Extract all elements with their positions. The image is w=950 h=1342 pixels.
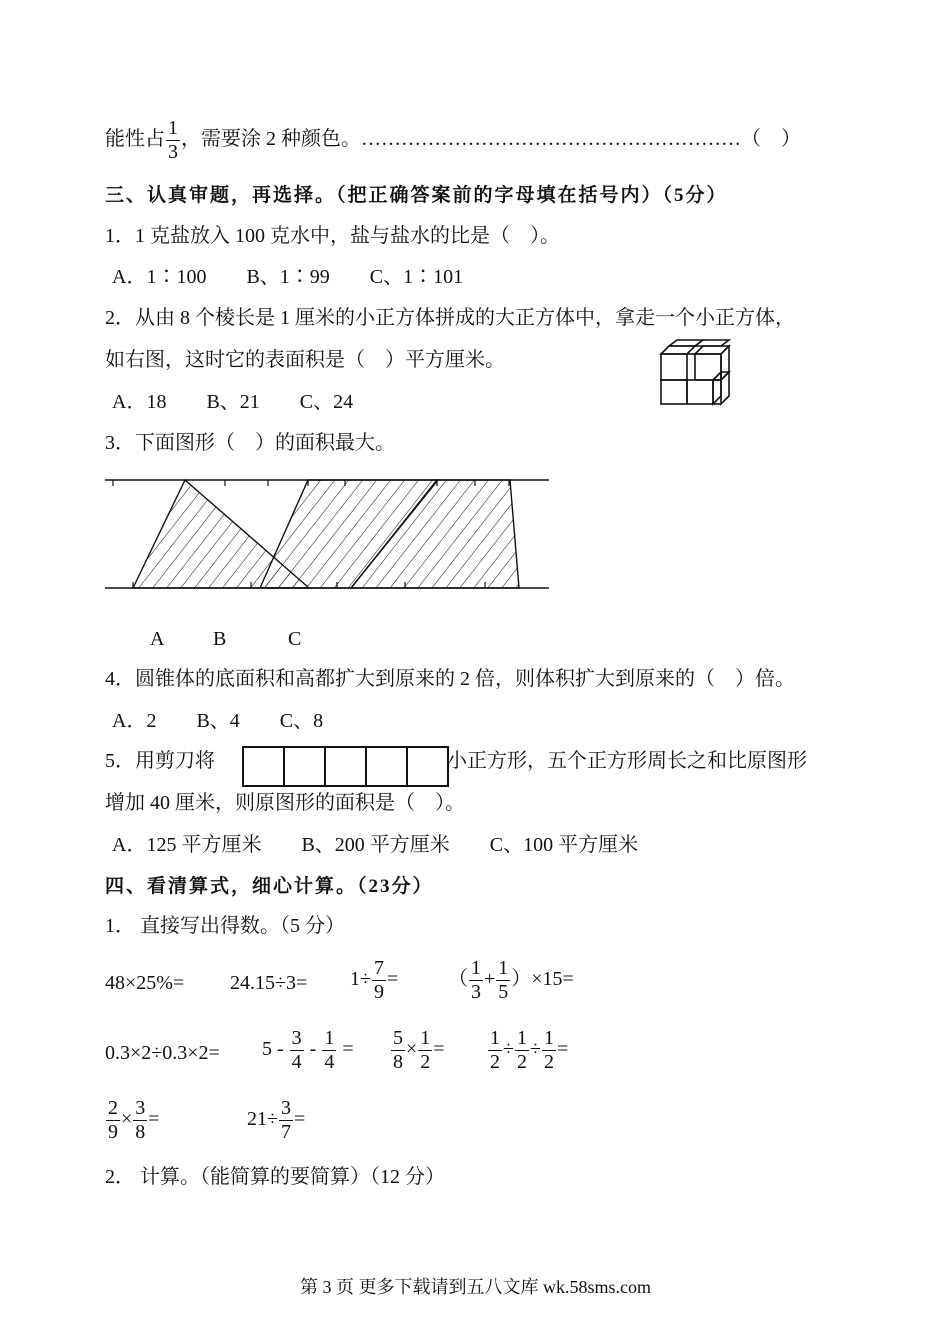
q3-label-a: A [150, 628, 165, 650]
numerator: 1 [543, 1027, 554, 1049]
denominator: 2 [420, 1051, 431, 1073]
denominator: 7 [280, 1121, 291, 1143]
text: = [293, 1108, 306, 1131]
top-line [105, 118, 801, 163]
text: 5 - [262, 1038, 284, 1061]
q3-text: 3．下面图形（ ）的面积最大。 [105, 432, 395, 454]
fraction [372, 958, 386, 1003]
denominator: 2 [543, 1051, 554, 1073]
denominator: 8 [135, 1121, 146, 1143]
fraction [166, 118, 180, 163]
denominator: 2 [516, 1051, 527, 1073]
numerator: 1 [498, 957, 509, 979]
fraction [290, 1028, 304, 1073]
text: ÷ [503, 1038, 514, 1061]
fraction [515, 1028, 529, 1073]
text: （ [448, 968, 468, 991]
fraction [391, 1028, 405, 1073]
calc-2-4 [487, 1028, 568, 1073]
denominator: 9 [373, 981, 384, 1003]
text: = [148, 1108, 160, 1131]
strip-cell [244, 748, 285, 785]
fraction [418, 1028, 432, 1073]
fraction [133, 1098, 147, 1143]
numerator: 1 [516, 1027, 527, 1049]
numerator: 5 [393, 1027, 403, 1049]
denominator: 4 [291, 1051, 302, 1073]
numerator: 3 [280, 1097, 291, 1119]
denominator: 8 [393, 1051, 403, 1073]
q1-options: A．1∶100 B、1∶99 C、1∶101 [112, 266, 464, 288]
denominator: 2 [490, 1051, 500, 1073]
fraction [106, 1098, 120, 1143]
area-compare-figure [105, 470, 551, 595]
denominator: 9 [108, 1121, 118, 1143]
q5-line2: 增加 40 厘米，则原图形的面积是（ ）。 [105, 792, 465, 814]
strip-cell [408, 748, 447, 785]
section4-heading: 四、看清算式，细心计算。（23分） [105, 876, 434, 897]
text: × [121, 1108, 133, 1131]
text: - [309, 1038, 317, 1061]
denominator: 4 [324, 1051, 335, 1073]
q4-text: 4．圆锥体的底面积和高都扩大到原来的 2 倍，则体积扩大到原来的（ ）倍。 [105, 668, 795, 690]
fraction [496, 958, 510, 1003]
numerator: 1 [420, 1027, 431, 1049]
q2-options: A．18 B、21 C、24 [112, 391, 354, 413]
numerator: 1 [490, 1027, 500, 1049]
q2-line2: 如右图，这时它的表面积是（ ）平方厘米。 [105, 349, 505, 371]
text: × [406, 1038, 418, 1061]
q5-prefix: 5．用剪刀将 [105, 750, 215, 772]
calc-1-4 [448, 958, 574, 1003]
q3-label-c: C [288, 628, 302, 650]
cube-figure [655, 340, 735, 406]
calc-2-1: 0.3×2÷0.3×2= [105, 1042, 220, 1064]
calc-1-1: 48×25%= [105, 972, 185, 994]
section3-heading: 三、认真审题，再选择。（把正确答案前的字母填在括号内）（5分） [105, 185, 728, 206]
q5-suffix: 小正方形，五个正方形周长之和比原图形 [447, 750, 807, 772]
denominator: 5 [498, 981, 509, 1003]
calc-3-2 [247, 1098, 305, 1143]
fraction [469, 958, 483, 1003]
denominator: 3 [471, 981, 481, 1003]
fraction [279, 1098, 293, 1143]
fraction [488, 1028, 502, 1073]
text: 21÷ [247, 1108, 278, 1131]
sub1: 1． 直接写出得数。（5 分） [105, 915, 345, 937]
fraction [542, 1028, 556, 1073]
text: ÷ [529, 1038, 541, 1061]
sub2: 2． 计算。（能简算的要简算）（12 分） [105, 1166, 445, 1188]
numerator: 1 [324, 1027, 335, 1049]
five-square-strip [242, 746, 449, 787]
calc-2-2 [262, 1028, 354, 1073]
q5-options: A．125 平方厘米 B、200 平方厘米 C、100 平方厘米 [112, 834, 639, 856]
text: ）×15= [511, 968, 574, 991]
numerator: 3 [135, 1097, 146, 1119]
calc-1-2: 24.15÷3= [230, 972, 308, 994]
strip-cell [326, 748, 367, 785]
page-footer: 第 3 页 更多下载请到五八文库 wk.58sms.com [300, 1277, 651, 1297]
calc-2-3 [390, 1028, 445, 1073]
numerator: 7 [373, 957, 384, 979]
q2-line1: 2．从由 8 个棱长是 1 厘米的小正方体拼成的大正方体中，拿走一个小正方体， [105, 307, 795, 329]
q1-text: 1．1 克盐放入 100 克水中，盐与盐水的比是（ ）。 [105, 225, 560, 247]
dot-leader: ………………………………………………… [361, 128, 741, 151]
q4-options: A．2 B、4 C、8 [112, 710, 324, 732]
text: = [556, 1038, 569, 1061]
answer-paren: （ ） [741, 128, 801, 151]
fraction [322, 1028, 336, 1073]
denominator: 3 [168, 141, 178, 163]
strip-cell [367, 748, 408, 785]
text: = [386, 968, 399, 991]
numerator: 3 [291, 1027, 302, 1049]
text: 1÷ [350, 968, 371, 991]
calc-1-3 [350, 958, 398, 1003]
text: = [433, 1038, 445, 1061]
text: ，需要涂 2 种颜色。 [181, 128, 361, 151]
q3-label-b: B [213, 628, 227, 650]
text: + [484, 968, 496, 991]
numerator: 2 [108, 1097, 118, 1119]
strip-cell [285, 748, 326, 785]
numerator: 1 [168, 117, 178, 139]
calc-3-1 [105, 1098, 160, 1143]
text: 能性占 [105, 128, 165, 151]
text: = [342, 1038, 354, 1061]
numerator: 1 [471, 957, 481, 979]
